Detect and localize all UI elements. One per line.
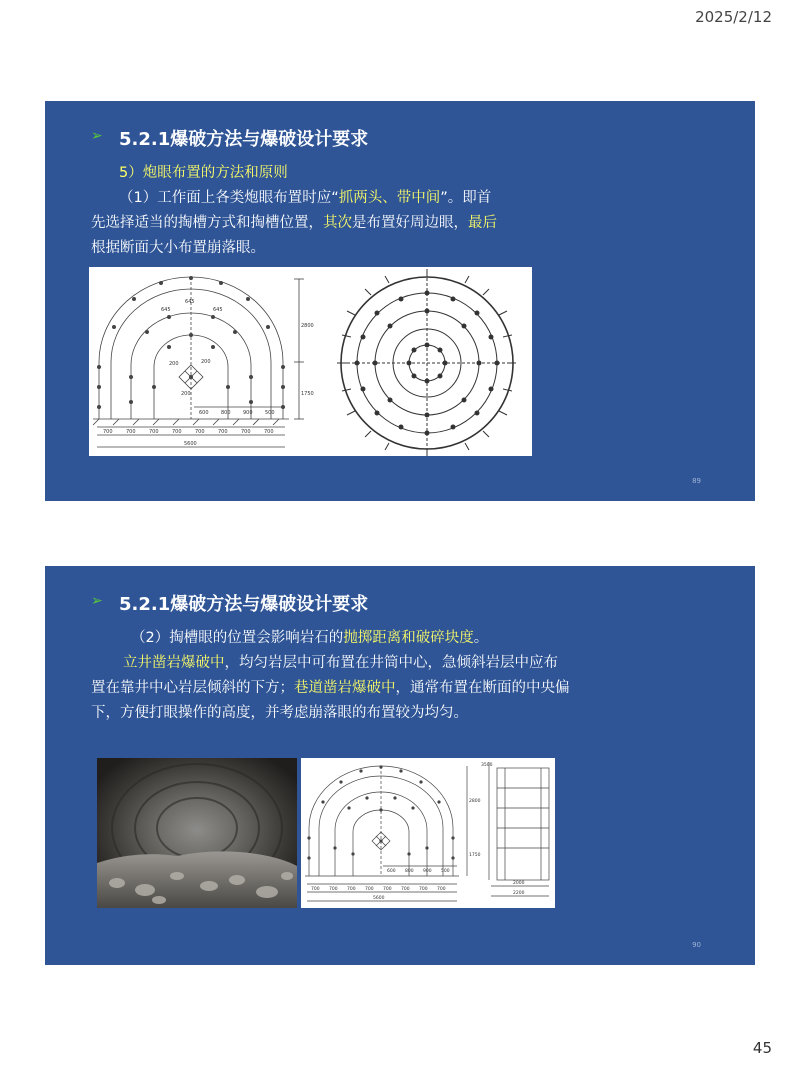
dim-label: 700	[311, 887, 320, 892]
dim-label: 700	[437, 887, 446, 892]
dim-label: 700	[149, 429, 159, 435]
dim-label: 3500	[481, 763, 493, 768]
dim-label: 800	[405, 869, 414, 874]
paragraph-1: （1）工作面上各类炮眼布置时应“抓两头、带中间”。即首 先选择适当的掏槽方式和掏槽位置，其次是布置好周边眼，最后 根据断面大小布置崩落眼。	[91, 190, 497, 256]
heading-line: 5）炮眼布置的方法和原则	[119, 165, 288, 181]
dim-label: 2200	[513, 891, 525, 896]
dim-label: 700	[103, 429, 113, 435]
dim-label: 200	[201, 359, 211, 365]
dim-label: 900	[243, 410, 253, 416]
paragraph-1: （2）掏槽眼的位置会影响岩石的抛掷距离和破碎块度。	[131, 630, 489, 646]
tunnel-photo	[97, 758, 297, 908]
blasthole-diagrams	[89, 267, 532, 456]
paragraph-2: 立井凿岩爆破中，均匀岩层中可布置在井筒中心，急倾斜岩层中应布置在靠井中心岩层倾斜的下方；巷道凿岩爆破中，通常布置在断面的中央偏下，方便打眼操作的高度，并考虑崩落眼的布置较为均匀。	[91, 655, 570, 721]
slide-title: 5.2.1爆破方法与爆破设计要求	[119, 129, 369, 150]
dim-label: 700	[365, 887, 374, 892]
slide-number: 89	[692, 477, 701, 485]
dim-label: 800	[221, 410, 231, 416]
dim-label: 2800	[469, 799, 481, 804]
dim-label: 700	[218, 429, 228, 435]
dim-label: 600	[387, 869, 396, 874]
dim-label: 700	[419, 887, 428, 892]
dim-label: 700	[195, 429, 205, 435]
dim-label: 700	[172, 429, 182, 435]
bullet-arrow-icon: ➢	[91, 128, 103, 144]
dim-label: 2800	[301, 323, 314, 329]
dim-label: 500	[441, 869, 450, 874]
tunnel-photo-image	[97, 758, 297, 908]
dim-label: 900	[423, 869, 432, 874]
tunnel-section-diagram	[301, 758, 555, 908]
dim-label: 700	[264, 429, 274, 435]
dim-label: 1750	[469, 853, 481, 858]
dim-label: 700	[347, 887, 356, 892]
dim-label: 200	[181, 391, 191, 397]
blasthole-layout-figure	[89, 267, 532, 456]
dim-label: 700	[126, 429, 136, 435]
dim-label: 700	[241, 429, 251, 435]
dim-label: 5600	[373, 896, 385, 901]
dim-label: 200	[169, 361, 179, 367]
dim-label: 2000	[513, 881, 525, 886]
slide-89	[45, 101, 755, 501]
dim-label: 500	[265, 410, 275, 416]
dim-label: 645	[161, 307, 171, 313]
dim-label: 645	[185, 299, 195, 305]
slide-90	[45, 566, 755, 965]
dim-label: 700	[329, 887, 338, 892]
dim-label: 5600	[184, 441, 197, 447]
tunnel-section-drawing	[301, 758, 555, 908]
dim-label: 600	[199, 410, 209, 416]
page-date: 2025/2/12	[695, 8, 772, 26]
page-number: 45	[752, 1039, 772, 1057]
dim-label: 645	[213, 307, 223, 313]
slide-title: 5.2.1爆破方法与爆破设计要求	[119, 594, 369, 615]
dim-label: 700	[401, 887, 410, 892]
dim-label: 700	[383, 887, 392, 892]
bullet-arrow-icon: ➢	[91, 593, 103, 609]
dim-label: 1750	[301, 391, 314, 397]
slide-number: 90	[692, 941, 701, 949]
